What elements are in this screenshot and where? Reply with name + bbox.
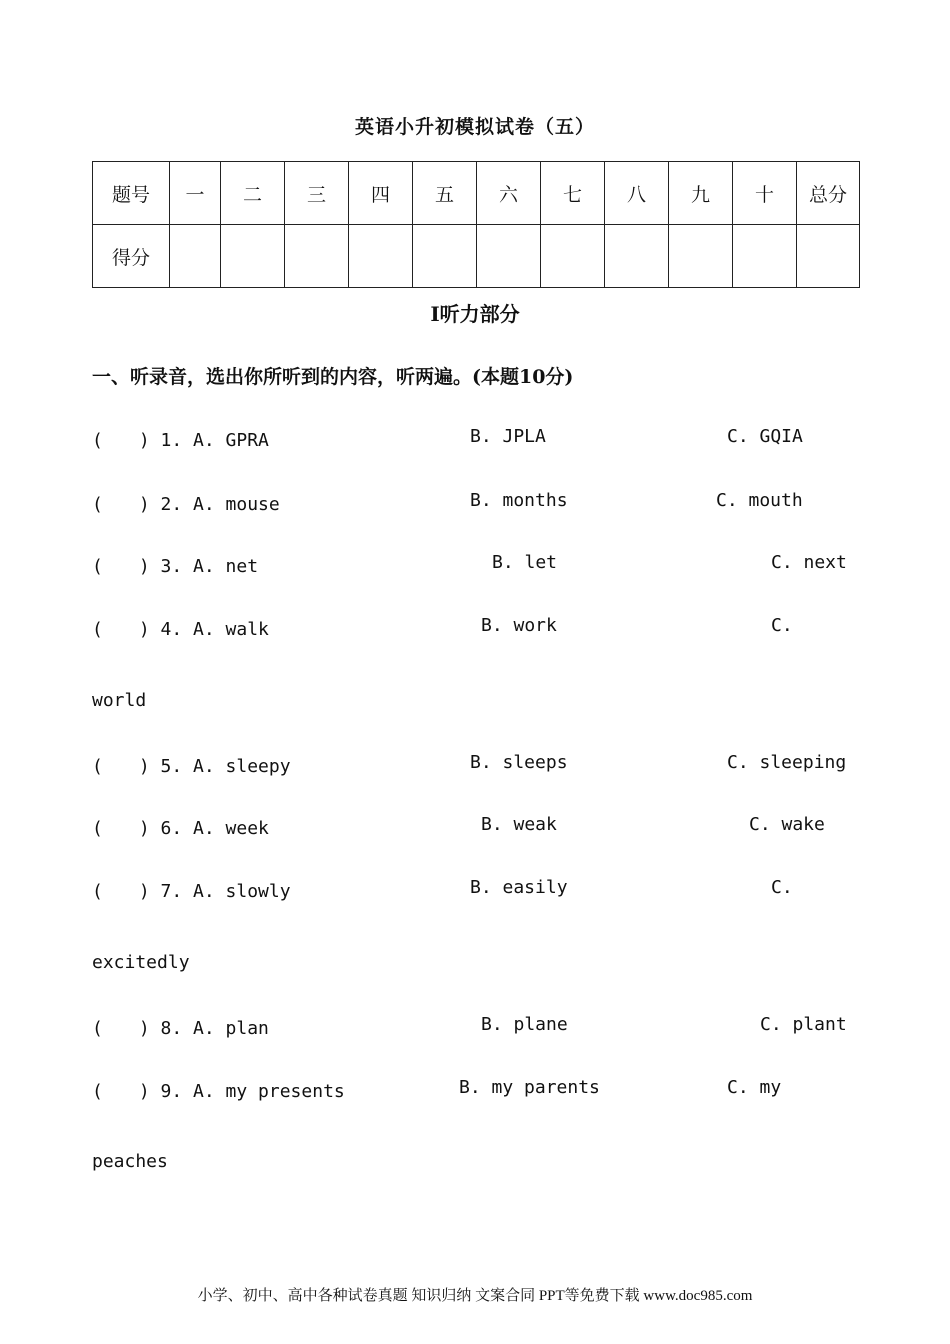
section-heading: 一、听录音，选出你所听到的内容，听两遍。(本题10分) <box>92 366 574 388</box>
question-1: ( ) 1. A. GPRA <box>92 430 269 451</box>
question-8: ( ) 8. A. plan <box>92 1018 269 1039</box>
option-b: B. plane <box>481 1014 568 1035</box>
option-b: B. easily <box>470 877 568 898</box>
option-c: C. GQIA <box>727 426 803 447</box>
option-c: C. mouth <box>716 490 803 511</box>
score-cell <box>413 225 477 288</box>
question-9: ( ) 9. A. my presents <box>92 1081 345 1102</box>
score-cell <box>477 225 541 288</box>
footer-text: 小学、初中、高中各种试卷真题 知识归纳 文案合同 PPT等免费下载 www.doc985.com <box>197 1288 753 1304</box>
option-c: C. plant <box>760 1014 847 1035</box>
header-cell: 八 <box>605 162 669 225</box>
option-c: C. <box>771 877 793 898</box>
option-c-wrap: world <box>92 690 147 711</box>
header-cell: 五 <box>413 162 477 225</box>
option-c: C. next <box>771 552 847 573</box>
option-b: B. sleeps <box>470 752 568 773</box>
score-cell <box>221 225 285 288</box>
score-cell <box>349 225 413 288</box>
score-cell <box>797 225 860 288</box>
score-table-score-row <box>93 225 860 288</box>
option-b: B. work <box>481 615 557 636</box>
score-cell <box>541 225 605 288</box>
option-c: C. wake <box>749 814 825 835</box>
question-6: ( ) 6. A. week <box>92 818 269 839</box>
option-b: B. weak <box>481 814 557 835</box>
question-5: ( ) 5. A. sleepy <box>92 756 291 777</box>
exam-title: 英语小升初模拟试卷（五） <box>354 116 595 138</box>
score-table <box>92 161 860 288</box>
header-cell: 六 <box>477 162 541 225</box>
score-cell <box>170 225 221 288</box>
header-cell: 七 <box>541 162 605 225</box>
header-cell: 九 <box>669 162 733 225</box>
part-title: Ⅰ听力部分 <box>430 302 520 326</box>
score-cell <box>733 225 797 288</box>
score-cell <box>285 225 349 288</box>
score-cell <box>669 225 733 288</box>
question-3: ( ) 3. A. net <box>92 556 259 577</box>
option-c-wrap: peaches <box>92 1151 168 1172</box>
header-cell: 十 <box>733 162 797 225</box>
question-2: ( ) 2. A. mouse <box>92 494 280 515</box>
score-cell <box>605 225 669 288</box>
header-cell: 二 <box>221 162 285 225</box>
option-b: B. months <box>470 490 568 511</box>
option-b: B. JPLA <box>470 426 546 447</box>
header-cell: 一 <box>170 162 221 225</box>
option-b: B. my parents <box>459 1077 600 1098</box>
header-cell: 总分 <box>797 162 860 225</box>
row-label: 得分 <box>93 225 170 288</box>
option-c: C. <box>771 615 793 636</box>
option-c-wrap: excitedly <box>92 952 190 973</box>
question-4: ( ) 4. A. walk <box>92 619 269 640</box>
score-table-header-row <box>93 162 860 225</box>
question-7: ( ) 7. A. slowly <box>92 881 291 902</box>
header-cell: 题号 <box>93 162 170 225</box>
option-c: C. my <box>727 1077 782 1098</box>
option-c: C. sleeping <box>727 752 847 773</box>
header-cell: 三 <box>285 162 349 225</box>
option-b: B. let <box>492 552 558 573</box>
header-cell: 四 <box>349 162 413 225</box>
